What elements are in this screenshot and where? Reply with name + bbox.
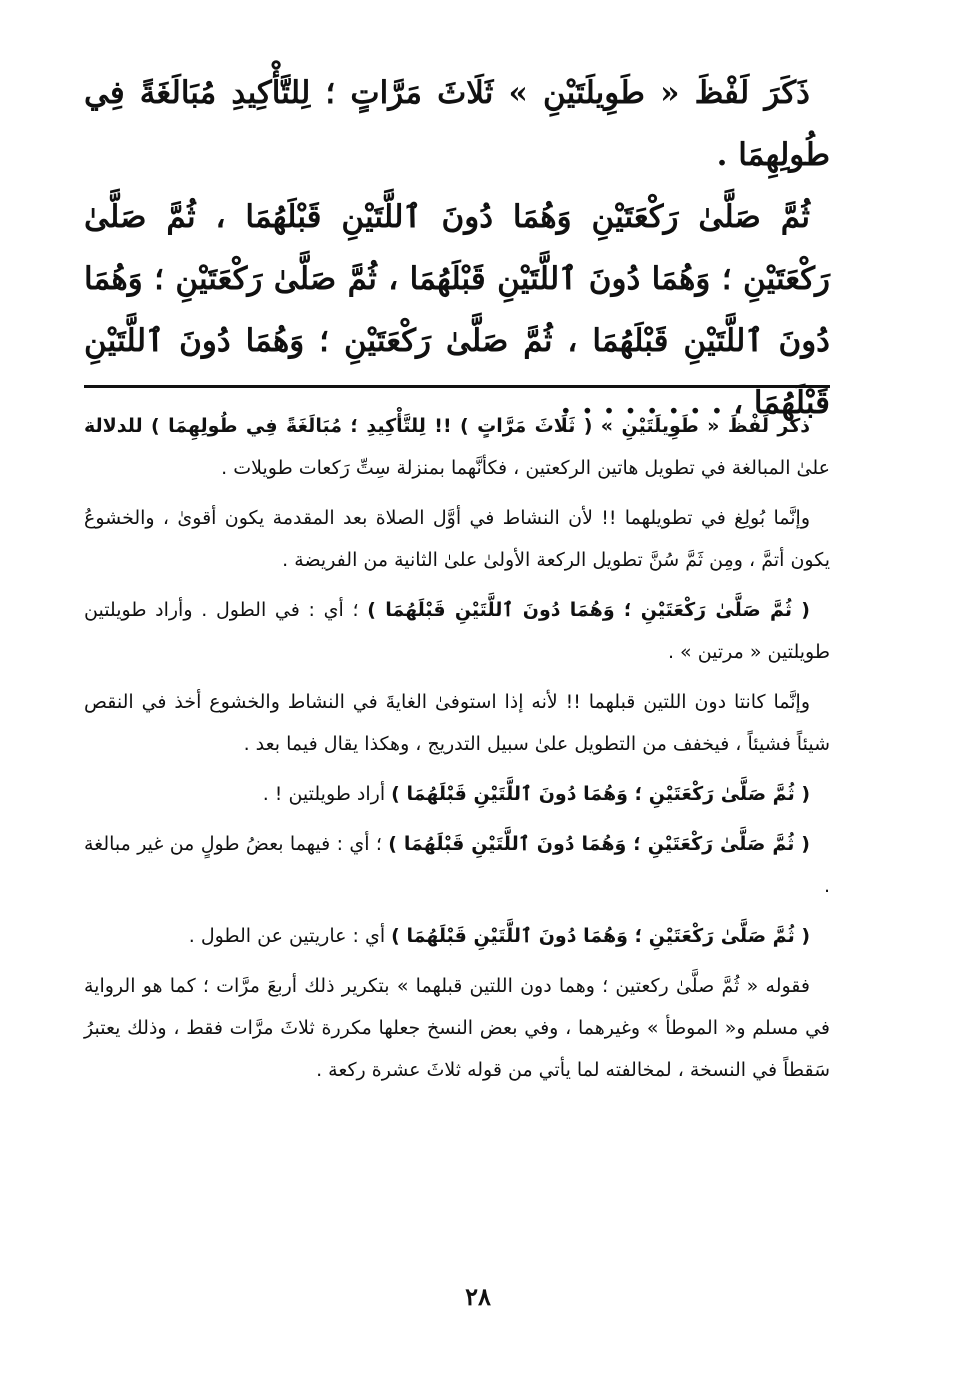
footnote-separator — [84, 385, 830, 388]
commentary-quote: ( ثُمَّ صَلَّىٰ رَكْعَتَيْنِ ؛ وَهُمَا دُونَ ٱللَّتَيْنِ قَبْلَهُمَا ) — [388, 833, 810, 855]
commentary-text: أراد طويلتين ! . — [262, 783, 386, 805]
commentary-quote: ( ثُمَّ صَلَّىٰ رَكْعَتَيْنِ ؛ وَهُمَا دُونَ ٱللَّتَيْنِ قَبْلَهُمَا ) — [391, 783, 810, 805]
commentary-text: ؛ أي : في الطول . وأراد طويلتين طويلتين « مرتين » . — [84, 599, 830, 663]
commentary-quote: ذكر لَفْظَ « طَوِيلَتَيْنِ » ( ثَلَاثَ مَرَّاتٍ ) !! لِلتَّأْكِيدِ ؛ مُبَالَغَةً فِي طُولِهِمَا ) للدلالة — [84, 415, 810, 437]
commentary-paragraph-8 — [84, 965, 830, 1091]
commentary-paragraph-3 — [84, 589, 830, 673]
commentary-paragraph-1 — [84, 405, 830, 489]
commentary-paragraph-2 — [84, 497, 830, 581]
commentary-block — [84, 405, 830, 1099]
commentary-paragraph-5 — [84, 773, 830, 815]
commentary-text: ؛ أي : فيهما بعضُ طولٍ من غير مبالغة . — [84, 833, 830, 897]
commentary-text: أي : عاريتين عن الطول . — [188, 925, 386, 947]
commentary-quote: ( ثُمَّ صَلَّىٰ رَكْعَتَيْنِ ؛ وَهُمَا دُونَ ٱللَّتَيْنِ قَبْلَهُمَا ) — [367, 599, 810, 621]
commentary-quote: ( ثُمَّ صَلَّىٰ رَكْعَتَيْنِ ؛ وَهُمَا دُونَ ٱللَّتَيْنِ قَبْلَهُمَا ) — [391, 925, 810, 947]
commentary-text: فقوله « ثُمَّ صلَّىٰ ركعتين ؛ وهما دون اللتين قبلهما » بتكرير ذلك أربعَ مرَّات ؛ كما هو الرواية في مسلم و« الموطأ » وغيرهما ، وفي بعض النسخ جعلها مكررة ثلاثَ مرَّات فقط ، وذلك يعتبرُ سَقطاً في النسخة ، لمخالفته لما يأتي من قوله ثلاثَ عشرة ركعة . — [84, 975, 830, 1081]
commentary-text: وإنَّما كانتا دون اللتين قبلهما !! لأنه إذا استوفىٰ الغايةَ في النشاط والخشوع أخذ في النقص شيئاً فشيئاً ، فيخفف من التطويل علىٰ سبيل التدريج ، وهكذا يقال فيما بعد . — [84, 691, 830, 755]
commentary-paragraph-4 — [84, 681, 830, 765]
main-paragraph-1: ذَكَرَ لَفْظَ « طَوِيلَتَيْنِ » ثَلَاثَ مَرَّاتٍ ؛ لِلتَّأْكِيدِ مُبَالَغَةً فِي طُولِهِمَا . — [84, 75, 830, 173]
page-number: ٢٨ — [465, 1282, 491, 1311]
main-text-block — [84, 62, 830, 434]
commentary-text: وإنَّما بُولِغ في تطويلهما !! لأن النشاط في أوَّل الصلاة بعد المقدمة يكون أقوىٰ ، والخشوعُ يكون أتمَّ ، ومِن ثَمَّ سُنَّ تطويل الركعة الأولىٰ علىٰ الثانية من الفريضة . — [84, 507, 830, 571]
main-paragraph-2: ثُمَّ صَلَّىٰ رَكْعَتَيْنِ وَهُمَا دُونَ ٱللَّتَيْنِ قَبْلَهُمَا ، ثُمَّ صَلَّىٰ رَكْعَتَيْنِ ؛ وَهُمَا دُونَ ٱللَّتَيْنِ قَبْلَهُمَا ، ثُمَّ صَلَّىٰ رَكْعَتَيْنِ ؛ وَهُمَا دُونَ ٱللَّتَيْنِ قَبْلَهُمَا ، ثُمَّ صَلَّىٰ رَكْعَتَيْنِ ؛ وَهُمَا دُونَ ٱللَّتَيْنِ قَبْلَهُمَا ، . . . . . . . . — [84, 199, 830, 421]
commentary-paragraph-7 — [84, 915, 830, 957]
commentary-text: علىٰ المبالغة في تطويل هاتين الركعتين ، فكأنَّهما بمنزلة سِتِّ رَكعات طويلات . — [221, 457, 830, 479]
commentary-paragraph-6 — [84, 823, 830, 907]
